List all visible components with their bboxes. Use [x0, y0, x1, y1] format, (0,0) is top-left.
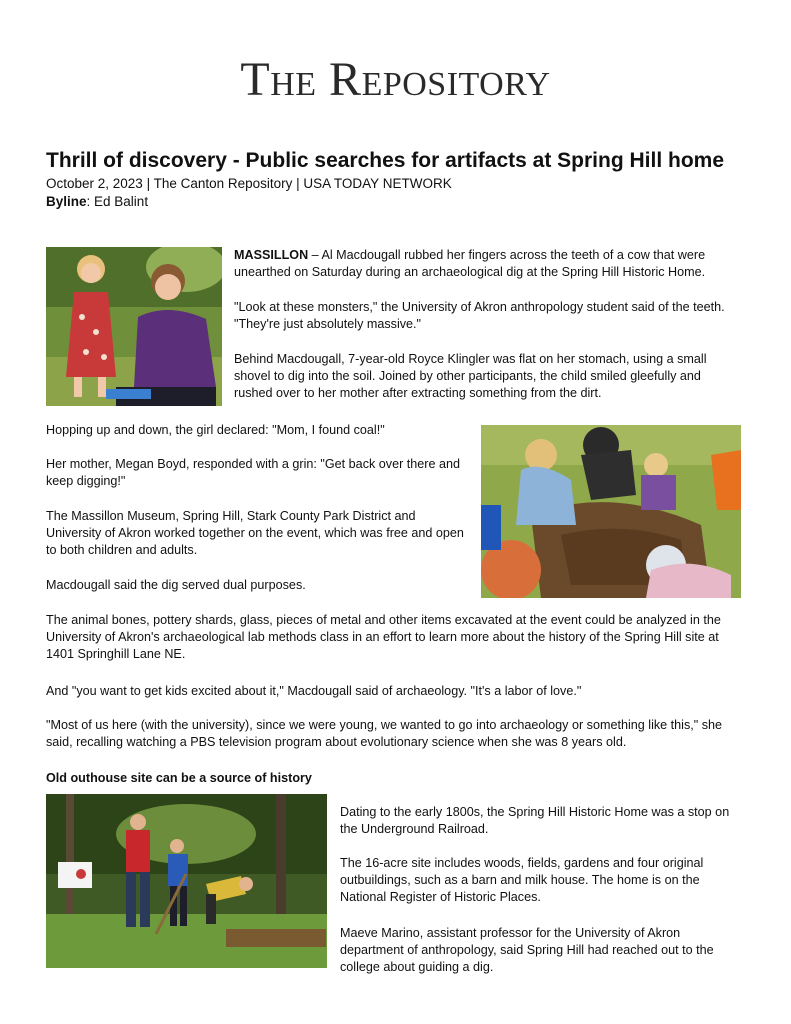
photo-outhouse-dig: [46, 794, 327, 968]
paragraph-8: The animal bones, pottery shards, glass, pieces of metal and other items excavated at the event could be analyzed in the University of Akron's archaeological lab methods class in an effort to learn more about the history of the Spring Hill site at 1401 Springhill Lane NE.: [46, 613, 721, 661]
photo-girl-and-mother: [46, 247, 222, 406]
paragraph-3: Behind Macdougall, 7-year-old Royce Klingler was flat on her stomach, using a small shovel to dig into the soil. Joined by other participants, the child smiled gleefully and rushed over to her mother after extracting something from the dirt.: [234, 352, 707, 400]
dateline: MASSILLON: [234, 248, 309, 262]
photo-dig-site: [481, 425, 741, 598]
paragraph-4: Hopping up and down, the girl declared: "Mom, I found coal!": [46, 423, 385, 437]
byline-label: Byline: [46, 194, 87, 209]
byline-separator: :: [86, 194, 95, 209]
paragraph-1-text: – Al Macdougall rubbed her fingers across the teeth of a cow that were unearthed on Saturday during an archaeological dig at the Spring Hill Historic Home.: [234, 248, 706, 279]
paragraph-6: The Massillon Museum, Spring Hill, Stark County Park District and University of Akron worked together on the event, which was free and open to both children and adults.: [46, 509, 464, 557]
paragraph-7: Macdougall said the dig served dual purposes.: [46, 578, 306, 592]
paragraph-11: Dating to the early 1800s, the Spring Hill Historic Home was a stop on the Underground Railroad.: [340, 805, 730, 836]
masthead: The Repository: [240, 53, 551, 106]
byline: [46, 193, 148, 210]
paragraph-5: Her mother, Megan Boyd, responded with a grin: "Get back over there and keep digging!": [46, 457, 460, 488]
paragraph-10: "Most of us here (with the university), since we were young, we wanted to go into archaeology or something like this," she said, recalling watching a PBS television program about evolutionary science when she was 8 years old.: [46, 718, 723, 749]
paragraph-9: And "you want to get kids excited about it," Macdougall said of archaeology. "It's a labor of love.": [46, 684, 582, 698]
paragraph-13: Maeve Marino, assistant professor for the University of Akron department of anthropology, said Spring Hill had reached out to the college about guiding a dig.: [340, 926, 714, 974]
section-subhead: Old outhouse site can be a source of history: [46, 771, 312, 785]
article-meta: October 2, 2023 | The Canton Repository | USA TODAY NETWORK: [46, 176, 452, 191]
paragraph-1: [234, 247, 734, 281]
byline-name: Ed Balint: [94, 194, 149, 209]
article-title: Thrill of discovery - Public searches for artifacts at Spring Hill home: [46, 149, 725, 172]
paragraph-12: The 16-acre site includes woods, fields, gardens and four original outbuildings, such as a barn and milk house. The home is on the National Register of Historic Places.: [340, 856, 704, 904]
paragraph-2: "Look at these monsters," the University of Akron anthropology student said of the teeth. "They're just absolutely massive.": [234, 300, 725, 331]
